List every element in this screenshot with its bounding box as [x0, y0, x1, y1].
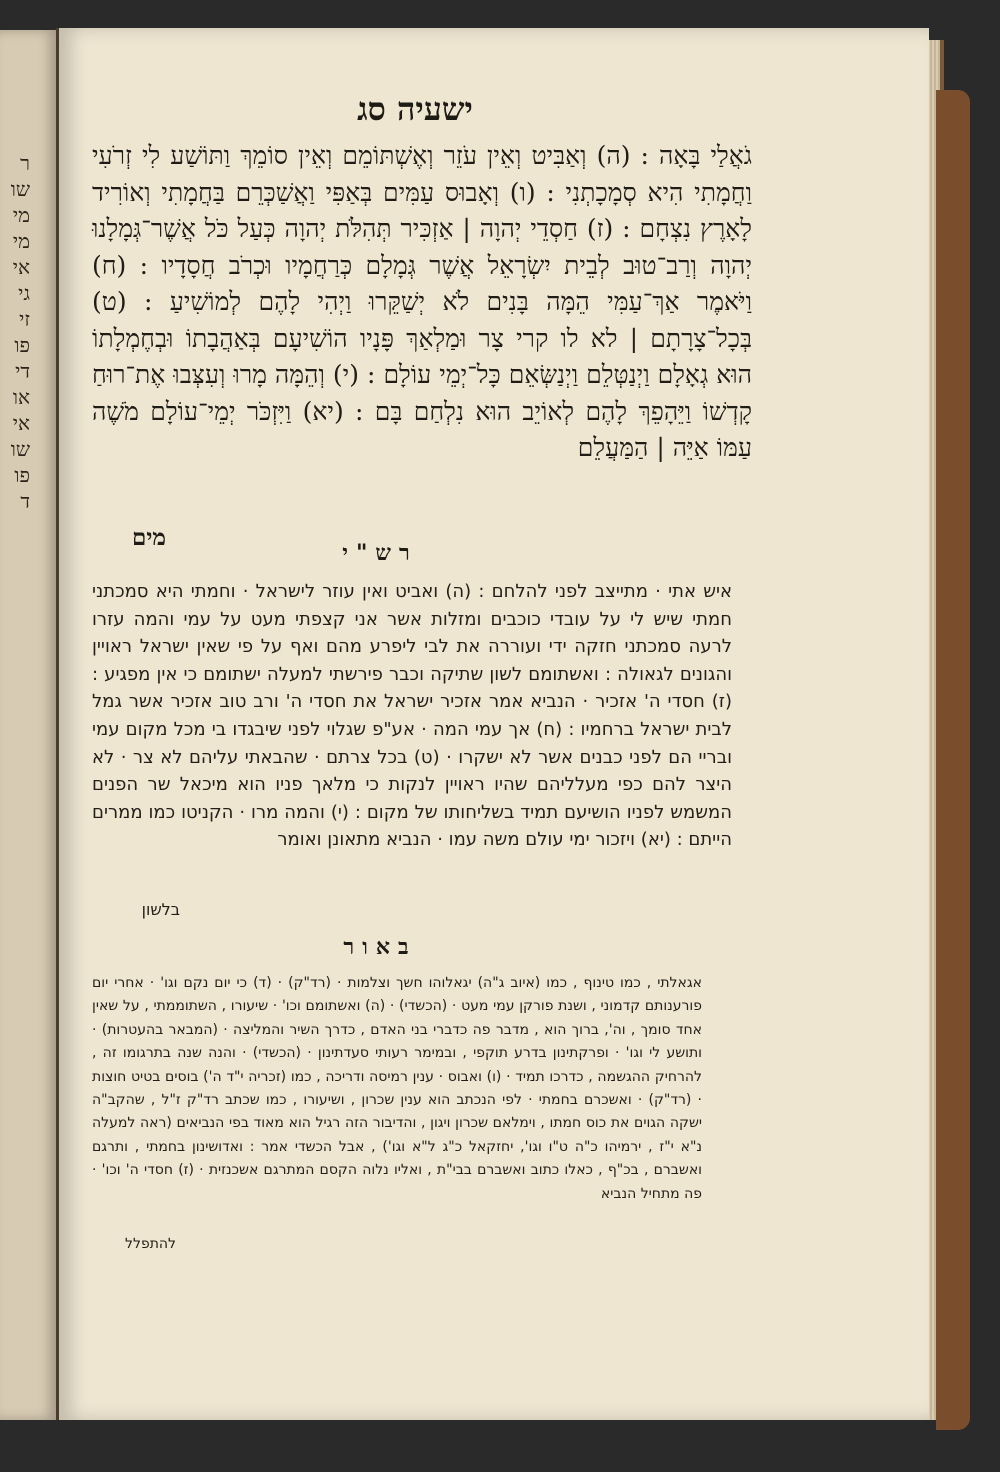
left-page-fragment: מי [12, 203, 30, 227]
scripture-catchword: מים [131, 524, 166, 551]
rashi-catchword: בלשון [141, 900, 180, 919]
left-page-fragment: גי [18, 281, 30, 305]
left-page-fragment: פו [14, 333, 30, 357]
rashi-section-title: רש"י [342, 540, 418, 566]
book-spine [936, 90, 970, 1430]
left-page-column [0, 150, 30, 514]
facing-left-page [0, 30, 60, 1420]
left-page-fragment: שו [10, 437, 30, 461]
left-page-fragment: ד [20, 489, 30, 513]
left-page-fragment: פו [14, 463, 30, 487]
left-page-fragment: שו [10, 177, 30, 201]
left-page-fragment: אי [12, 411, 30, 435]
left-page-fragment: אי [12, 255, 30, 279]
left-page-fragment: או [12, 385, 30, 409]
biur-commentary-text: אגאלתי , כמו טינוף , כמו (איוב ג"ה) יגאלוהו חשך וצלמות · (רד"ק) · (ד) כי יום נקם וגו' · אחרי יום פורענותם קדמוני , ושנת פורקן עמי מעט · (הכשדי) · (ה) ואשתומם וכו' · שיעורו , השתוממתי , על שאין אחד סומך , וה', ברוך הוא , מדבר פה כדברי בני האדם , כדרך השיר והמליצה · (המבאר בהעטרות) · ותושע לי וגו' · ופרקתינון בדרע תוקפי , ובמימר רעותי סעדתינון · (הכשדי) · והנה שנה בתרגומו זה , להרחיק ההגשמה , כדרכו תמיד · (ו) ואבוס · ענין רמיסה ודריכה , כמו (זכריה י"ד ה') בוסים בטיט חוצות · (רד"ק) · ואשכרם בחמתי · לפי הנכתב הוא ענין שכרון , ושיעורו , כמו שכתב רד"ק ז"ל , שהקב"ה ישקה הגוים את כוס חמתו , וימלאם שכרון ויגון , והדיבור הזה רגיל הוא מאוד בפי הנביאים (ראה למעלה נ"א י"ז , ירמיהו כ"ה ט"ו וגו', יחזקאל כ"ג ל"א וגו') , אבל הכשדי אמר : ואדושינון בחמתי , ותרגם ואשברם , בכ"ף , כאלו כתוב ואשברם בבי"ת , ואליו נלוה הקסם המתרגם אשכנזית · (ז) חסדי ה' וכו' · פה מתחיל הנביא [92, 975, 702, 1202]
left-page-fragment: זי [19, 307, 30, 331]
left-page-fragment: ר [20, 151, 30, 175]
rashi-commentary-text: איש אתי · מתייצב לפני להלחם : (ה) ואביט ואין עוזר לישראל · וחמתי היא סמכתני חמתי שיש לי על עובדי כוכבים ומזלות אשר אני קצפתי מעט על עמי והמה עזרו לרעה סמכתני חזקה ידי ועוררה את לבי ליפרע מהם ואף על פי שאין ישראל ראויין והגונים לגאולה : ואשתומם לשון שתיקה וכבר פירשתי למעלה ישתומם כי אין מפגיע : (ז) חסדי ה' אזכיר · הנביא אמר אזכיר ישראל את חסדי ה' ורב טוב אזכיר אשר גמל לבית ישראל ברחמיו : (ח) אך עמי המה · אע"פ שגלוי לפני שיבגדו בי מכל מקום עמי ובריי הם לפני כבנים אשר לא ישקרו · (ט) בכל צרתם · שהבאתי עליהם לא צר · לא היצר להם כפי מעלליהם שהיו ראויין לנקות כי מלאך פניו הוא מיכאל שר הפנים המשמש לפניו הושיעם תמיד בשליחותו של מקום : (י) והמה מרו · הקניטו כמו ממרים הייתם : (יא) ויזכור ימי עולם משה עמו · הנביא מתאונן ואומר [92, 581, 732, 851]
page-header-title: ישעיה סג [357, 90, 473, 128]
scripture-text: גֹאֲלַי בָּאָה : (ה) וְאַבִּיט וְאֵין עֹזֵר וְאֶשְׁתּוֹמֵם וְאֵין סוֹמֵךְ וַתּוֹשַׁע לִי זְרֹעִי וַחֲמָתִי הִיא סְמָכָתְנִי : (ו) וְאָבוּס עַמִּים בְּאַפִּי וַאֲשַׁכְּרֵם בַּחֲמָתִי וְאוֹרִיד לָאָרֶץ נִצְחָם : (ז) חַסְדֵי יְהוָה | אַזְכִּיר תְּהִלֹּת יְהוָה כְּעַל כֹּל אֲשֶׁר־גְּמָלָנוּ יְהוָה וְרַב־טוּב לְבֵית יִשְׂרָאֵל אֲשֶׁר גְּמָלָם כְּרַחֲמָיו וּכְרֹב חֲסָדָיו : (ח) וַיֹּאמֶר אַךְ־עַמִּי הֵמָּה בָּנִים לֹא יְשַׁקֵּרוּ וַיְהִי לָהֶם לְמוֹשִׁיעַ : (ט) בְּכָל־צָרָתָם | לא לו קרי צָר וּמַלְאַךְ פָּנָיו הוֹשִׁיעָם בְּאַהֲבָתוֹ וּבְחֶמְלָתוֹ הוּא גְאָלָם וַיְנַטְּלֵם וַיְנַשְּׂאֵם כָּל־יְמֵי עוֹלָם : (י) וְהֵמָּה מָרוּ וְעִצְּבוּ אֶת־רוּחַ קָדְשׁוֹ וַיֵּהָפֵךְ לָהֶם לְאוֹיֵב הוּא נִלְחַם בָּם : (יא) וַיִּזְכֹּר יְמֵי־עוֹלָם מֹשֶׁה עַמּוֹ אַיֵּה | הַמַּעֲלֵם [92, 141, 752, 462]
biur-section-title: באור [343, 934, 417, 960]
biur-catchword: להתפלל [125, 1236, 176, 1252]
left-page-fragment: די [15, 359, 30, 383]
left-page-fragment: מי [12, 229, 30, 253]
